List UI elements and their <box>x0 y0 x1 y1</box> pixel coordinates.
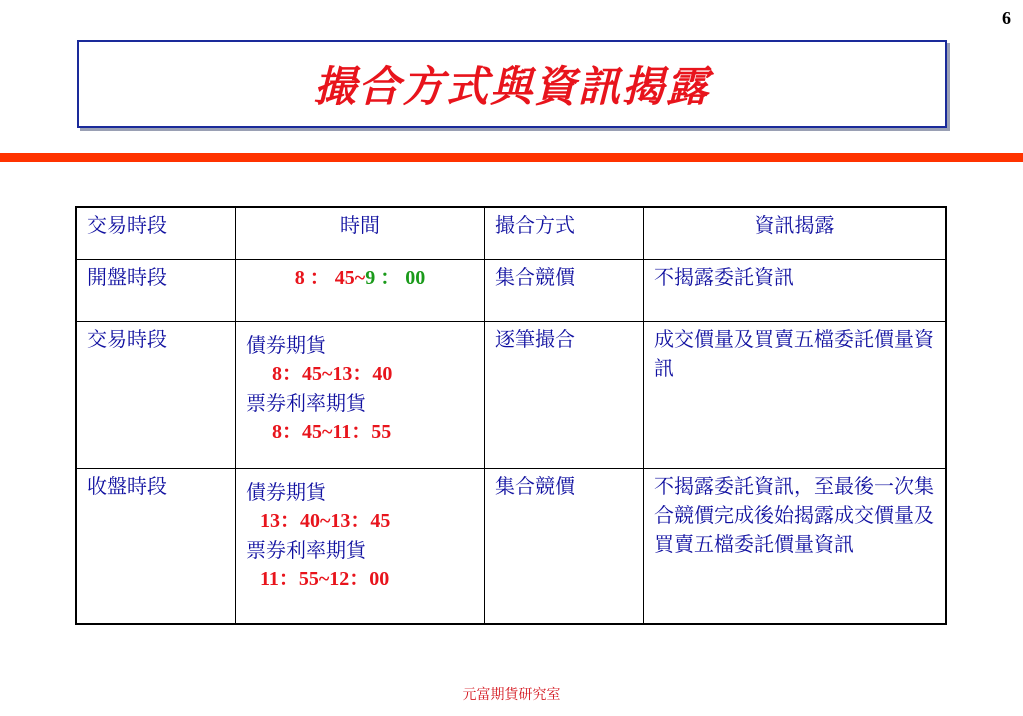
time-end: 9 ： 00 <box>365 267 426 289</box>
time-range: 13：40~13：45 <box>260 510 391 532</box>
page-number: 6 <box>1002 8 1011 28</box>
time-range: 8：45~13：40 <box>272 363 393 385</box>
header-disclosure: 資訊揭露 <box>644 207 947 260</box>
time-range: 8：45~11：55 <box>272 421 392 443</box>
product-label: 票券利率期貨 <box>246 538 366 562</box>
table-header-row <box>76 207 946 260</box>
info-table <box>75 206 947 625</box>
method-cell: 集合競價 <box>485 260 644 322</box>
session-cell: 收盤時段 <box>76 469 236 625</box>
time-cell <box>236 469 485 625</box>
table-row <box>76 322 946 469</box>
product-label: 債券期貨 <box>246 333 326 357</box>
page-title: 撮合方式與資訊揭露 <box>313 62 710 111</box>
session-cell: 開盤時段 <box>76 260 236 322</box>
method-cell: 集合競價 <box>485 469 644 625</box>
header-session: 交易時段 <box>76 207 236 260</box>
product-label: 債券期貨 <box>246 480 326 504</box>
title-box <box>77 40 947 128</box>
divider-bar <box>0 153 1023 162</box>
session-cell: 交易時段 <box>76 322 236 469</box>
time-cell <box>236 260 485 322</box>
header-time: 時間 <box>236 207 485 260</box>
product-label: 票券利率期貨 <box>246 391 366 415</box>
disclosure-cell: 成交價量及買賣五檔委託價量資訊 <box>644 322 947 469</box>
time-start: 8 ： 45~ <box>294 267 366 289</box>
table-row <box>76 260 946 322</box>
method-cell: 逐筆撮合 <box>485 322 644 469</box>
footer: 元富期貨研究室 <box>462 687 561 703</box>
time-cell <box>236 322 485 469</box>
disclosure-cell: 不揭露委託資訊，至最後一次集合競價完成後始揭露成交價量及買賣五檔委託價量資訊 <box>644 469 947 625</box>
table-row <box>76 469 946 625</box>
disclosure-cell: 不揭露委託資訊 <box>644 260 947 322</box>
header-method: 撮合方式 <box>485 207 644 260</box>
time-range: 11：55~12：00 <box>260 568 390 590</box>
